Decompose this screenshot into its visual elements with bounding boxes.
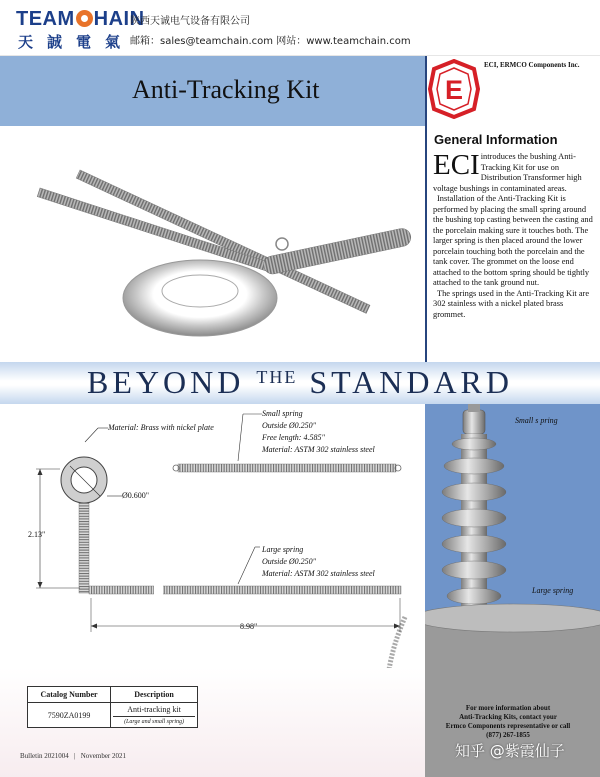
general-info-body	[433, 149, 593, 320]
table-row	[28, 703, 198, 728]
bushing-porcelain	[442, 434, 506, 609]
small-spring-spec	[262, 408, 375, 456]
grommet-image	[123, 260, 277, 336]
large-spring-outside: Outside Ø0.250"	[262, 557, 317, 566]
logo-o-icon	[76, 10, 93, 27]
company-name: 陕西天诚电气设备有限公司	[130, 16, 250, 27]
company-contact: 邮箱：sales@teamchain.com 网站：www.teamchain.com	[130, 36, 411, 47]
drawing-grommet	[61, 457, 107, 503]
eci-brand-name: ECI, ERMCO Components Inc.	[484, 61, 580, 69]
product-photo	[0, 126, 425, 358]
large-spring-spec	[262, 544, 375, 580]
grommet-material-label: Material: Brass with nickel plate	[108, 423, 214, 432]
bushing-large-spring-label: Large spring	[532, 586, 574, 595]
catalog-table	[27, 686, 198, 728]
teamchain-logo-cn: 天誠電氣	[18, 33, 135, 51]
banner-text: BEYOND $^{THE}$ STANDARD	[87, 364, 513, 400]
drawing-spring-break	[154, 585, 163, 595]
drawing-small-spring	[178, 464, 396, 472]
watermark-text: 知乎 @紫霞仙子	[455, 742, 565, 760]
bushing-top-casting	[463, 404, 485, 434]
catalog-header-number: Catalog Number	[28, 687, 111, 703]
large-spring-title: Large spring	[262, 545, 304, 554]
height-dimension-label: 2.13"	[28, 530, 46, 539]
coiled-spring-image	[262, 227, 412, 276]
catalog-description-cell: Anti-tracking kit (Large and small spring)	[111, 703, 198, 728]
general-info-heading: General Information	[434, 132, 558, 147]
small-spring-length: Free length: 4.585"	[262, 433, 325, 442]
contact-phone: (877) 267-1855	[486, 731, 530, 739]
eci-logo-letter: E	[444, 75, 464, 105]
bulletin-footer: Bulletin 2021004 | November 2021	[20, 752, 127, 760]
contact-info: For more information about Anti-Tracking Kits, contact your Ermco Components representative or call (877) 267-1855	[438, 704, 578, 740]
small-spring-title: Small spring	[262, 409, 303, 418]
info-paragraph-3: The springs used in the Anti-Tracking Kit are 302 stainless with a nickel plated brass grommet.	[433, 288, 590, 319]
drawing-large-spring	[89, 586, 401, 594]
drawing-vertical-spring	[79, 503, 89, 593]
length-dimension-label: 8.98"	[240, 622, 258, 631]
catalog-header-description: Description	[111, 687, 198, 703]
catalog-number-cell: 7590ZA0199	[28, 703, 111, 728]
short-spring-image	[37, 188, 288, 274]
grommet-diameter-label: Ø0.600"	[122, 491, 150, 500]
dropcap-eci: ECI	[433, 149, 480, 181]
company-header	[0, 0, 600, 56]
teamchain-logo: TEAM HAIN	[16, 8, 145, 30]
small-spring-outside: Outside Ø0.250"	[262, 421, 317, 430]
catalog-description-sub: (Large and small spring)	[113, 716, 195, 725]
bushing-small-spring-label: Small s pring	[515, 416, 558, 425]
large-spring-material: Material: ASTM 302 stainless steel	[262, 569, 375, 578]
small-spring-material: Material: ASTM 302 stainless steel	[262, 445, 375, 454]
eci-logo-icon	[428, 59, 480, 119]
info-paragraph-1: introduces the bushing Anti-Tracking Kit for use on Distribution Transformer high voltage bushings in contaminated areas.	[433, 152, 582, 193]
page-title: Anti-Tracking Kit	[132, 75, 320, 104]
info-paragraph-2: Installation of the Anti-Tracking Kit is performed by placing the small spring around the bushing top casting between the casting and the porcelain making sure it touches both. The larger spring is then placed around the lower porcelain touching both the porcelain and the tank cover. The grommet on the loose end attached to the bottom spring should be tightly attached to the tank ground nut.	[433, 194, 593, 287]
